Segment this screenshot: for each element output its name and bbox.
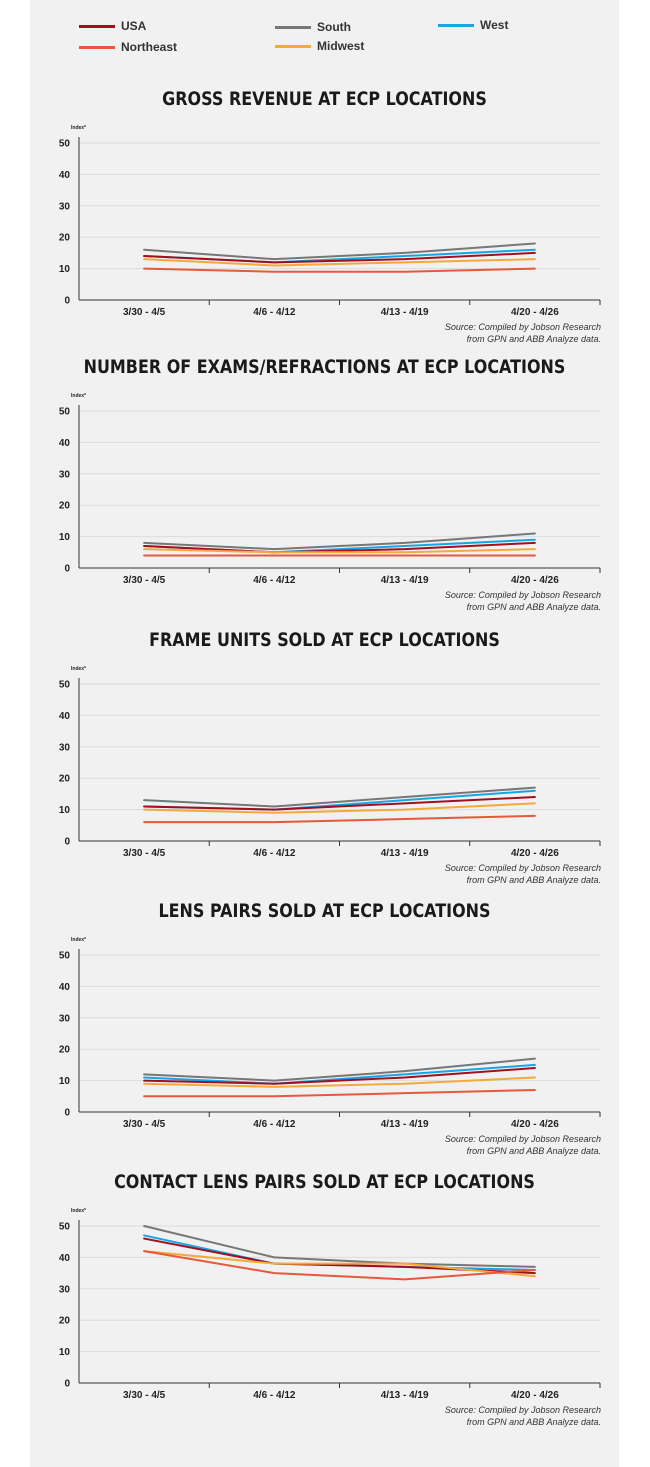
x-tick-label: 4/6 - 4/12 <box>253 307 296 318</box>
charts-panel <box>30 0 619 1467</box>
chart-title: LENS PAIRS SOLD AT ECP LOCATIONS <box>158 900 491 922</box>
chart-svg <box>30 657 619 891</box>
plot-area <box>30 384 619 618</box>
y-tick-label: 30 <box>58 1013 70 1025</box>
legend-swatch <box>275 45 311 48</box>
y-tick-label: 0 <box>64 836 70 848</box>
series-line-northeast <box>144 1090 535 1096</box>
chart-svg <box>30 116 619 350</box>
y-tick-label: 30 <box>58 742 70 754</box>
legend-label: Northeast <box>121 40 178 54</box>
plot-area <box>30 116 619 350</box>
source-note: Source: Compiled by Jobson Research <box>444 863 601 873</box>
x-tick-label: 3/30 - 4/5 <box>122 848 166 859</box>
x-tick-label: 4/6 - 4/12 <box>253 1390 296 1401</box>
y-axis-unit-label: Index* <box>71 125 87 131</box>
legend-label: Midwest <box>317 39 365 53</box>
y-axis-unit-label: Index* <box>71 937 87 943</box>
source-note: Source: Compiled by Jobson Research <box>444 1405 601 1415</box>
chart-svg <box>30 1199 619 1433</box>
plot-area <box>30 1199 619 1433</box>
y-tick-label: 0 <box>64 295 70 307</box>
x-tick-label: 4/13 - 4/19 <box>380 848 429 859</box>
legend-label: West <box>480 18 509 32</box>
y-tick-label: 20 <box>58 773 70 785</box>
y-tick-label: 10 <box>58 1076 70 1088</box>
y-tick-label: 30 <box>58 469 70 481</box>
x-tick-label: 4/13 - 4/19 <box>380 575 429 586</box>
chart-title: GROSS REVENUE AT ECP LOCATIONS <box>162 88 487 110</box>
chart-lens-pairs <box>30 900 619 1162</box>
x-tick-label: 4/6 - 4/12 <box>253 848 296 859</box>
y-tick-label: 20 <box>58 232 70 244</box>
y-tick-label: 10 <box>58 532 70 544</box>
x-tick-label: 4/20 - 4/26 <box>510 1119 559 1130</box>
series-line-northeast <box>144 816 535 822</box>
y-tick-label: 40 <box>58 1252 70 1264</box>
chart-frame-units <box>30 629 619 891</box>
y-tick-label: 0 <box>64 1378 70 1390</box>
x-tick-label: 4/20 - 4/26 <box>510 575 559 586</box>
y-tick-label: 20 <box>58 1044 70 1056</box>
x-tick-label: 4/20 - 4/26 <box>510 307 559 318</box>
y-tick-label: 30 <box>58 1284 70 1296</box>
legend-label: USA <box>121 19 147 33</box>
y-tick-label: 40 <box>58 710 70 722</box>
y-tick-label: 50 <box>58 1221 70 1233</box>
chart-contact-lens-pairs <box>30 1171 619 1433</box>
y-tick-label: 40 <box>58 169 70 181</box>
x-tick-label: 3/30 - 4/5 <box>122 1119 166 1130</box>
legend-swatch <box>79 25 115 28</box>
series-line-south <box>144 788 535 807</box>
x-tick-label: 4/13 - 4/19 <box>380 1119 429 1130</box>
plot-area <box>30 657 619 891</box>
y-axis-unit-label: Index* <box>71 393 87 399</box>
y-tick-label: 10 <box>58 264 70 276</box>
chart-svg <box>30 928 619 1162</box>
series-line-south <box>144 243 535 259</box>
source-note: Source: Compiled by Jobson Research <box>444 590 601 600</box>
plot-area <box>30 928 619 1162</box>
source-note: from GPN and ABB Analyze data. <box>466 1146 601 1156</box>
chart-title: FRAME UNITS SOLD AT ECP LOCATIONS <box>149 629 500 651</box>
source-note: from GPN and ABB Analyze data. <box>466 602 601 612</box>
chart-title: CONTACT LENS PAIRS SOLD AT ECP LOCATIONS <box>114 1171 535 1193</box>
x-tick-label: 3/30 - 4/5 <box>122 307 166 318</box>
y-tick-label: 20 <box>58 1315 70 1327</box>
legend-swatch <box>79 46 115 49</box>
y-tick-label: 50 <box>58 950 70 962</box>
y-tick-label: 10 <box>58 1347 70 1359</box>
x-tick-label: 4/6 - 4/12 <box>253 1119 296 1130</box>
source-note: from GPN and ABB Analyze data. <box>466 875 601 885</box>
legend-item-south <box>275 20 351 34</box>
y-tick-label: 10 <box>58 805 70 817</box>
legend-swatch <box>438 24 474 27</box>
chart-svg <box>30 384 619 618</box>
legend-item-usa <box>79 19 146 33</box>
x-tick-label: 3/30 - 4/5 <box>122 575 166 586</box>
x-tick-label: 4/13 - 4/19 <box>380 307 429 318</box>
y-tick-label: 50 <box>58 406 70 418</box>
y-tick-label: 50 <box>58 138 70 150</box>
legend-swatch <box>275 26 311 29</box>
series-line-midwest <box>144 1251 535 1276</box>
source-note: Source: Compiled by Jobson Research <box>444 322 601 332</box>
source-note: Source: Compiled by Jobson Research <box>444 1134 601 1144</box>
y-tick-label: 0 <box>64 1107 70 1119</box>
y-axis-unit-label: Index* <box>71 666 87 672</box>
legend-item-west <box>438 18 508 32</box>
series-line-south <box>144 533 535 549</box>
y-tick-label: 50 <box>58 679 70 691</box>
x-tick-label: 4/13 - 4/19 <box>380 1390 429 1401</box>
x-tick-label: 4/20 - 4/26 <box>510 1390 559 1401</box>
legend-item-midwest <box>275 39 364 53</box>
chart-gross-revenue <box>30 88 619 350</box>
chart-exams-refractions <box>30 356 619 618</box>
y-tick-label: 40 <box>58 981 70 993</box>
source-note: from GPN and ABB Analyze data. <box>466 1417 601 1427</box>
y-axis-unit-label: Index* <box>71 1208 87 1214</box>
chart-title: NUMBER OF EXAMS/REFRACTIONS AT ECP LOCATIONS <box>83 356 566 378</box>
x-tick-label: 4/20 - 4/26 <box>510 848 559 859</box>
x-tick-label: 4/6 - 4/12 <box>253 575 296 586</box>
y-tick-label: 40 <box>58 437 70 449</box>
legend <box>30 0 619 70</box>
legend-label: South <box>317 20 351 34</box>
legend-item-northeast <box>79 40 177 54</box>
y-tick-label: 30 <box>58 201 70 213</box>
x-tick-label: 3/30 - 4/5 <box>122 1390 166 1401</box>
source-note: from GPN and ABB Analyze data. <box>466 334 601 344</box>
y-tick-label: 0 <box>64 563 70 575</box>
y-tick-label: 20 <box>58 500 70 512</box>
